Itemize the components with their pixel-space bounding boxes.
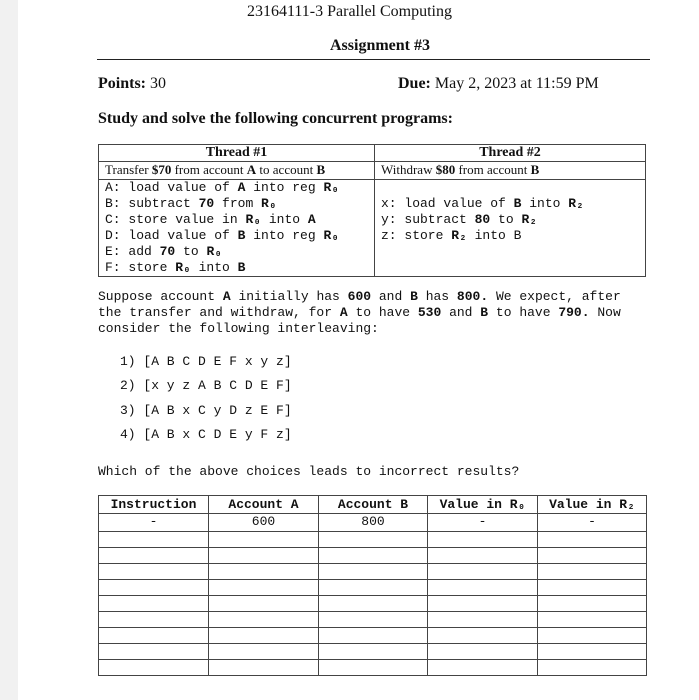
text-run: to [490,212,522,227]
thread1-description [99,162,375,180]
text-run: B: subtract [105,196,199,211]
col-r0: Value in R₀ [428,496,538,514]
table-cell[interactable] [209,660,319,676]
table-cell[interactable] [538,644,647,660]
thread2-description [375,162,646,180]
table-cell: 800 [319,514,428,532]
empty-rows [99,532,647,676]
table-cell[interactable] [99,644,209,660]
table-row [99,580,647,596]
points [98,75,166,93]
table-row [99,596,647,612]
table-row [99,532,647,548]
text-run: 790. [558,305,590,320]
table-cell[interactable] [209,612,319,628]
text-run: into [261,212,308,227]
table-cell[interactable] [319,532,428,548]
table-cell[interactable] [319,596,428,612]
table-cell[interactable] [319,612,428,628]
text-run: into reg [245,180,324,195]
text-run: to [175,244,207,259]
text-run: A [237,180,246,195]
text-run: R₂ [451,228,467,243]
course-title: 23164111-3 Parallel Computing [246,3,452,20]
points-label: Points: [98,75,146,92]
threads-table [98,144,646,277]
text-run: F: store [105,260,176,275]
code-line [105,244,374,260]
text-run: B [237,260,246,275]
text-run: Now consider the following interleaving: [98,305,621,336]
table-cell[interactable] [99,596,209,612]
table-cell[interactable] [538,596,647,612]
option-3: 3) [A B x C y D z E F] [120,402,292,418]
table-cell[interactable] [209,628,319,644]
text-run: R₀ [261,196,277,211]
text-run: 800. [456,289,489,304]
text-run: E: add [105,244,160,259]
text-run: A: load value of [105,180,238,195]
table-cell[interactable] [428,564,538,580]
table-cell[interactable] [538,564,647,580]
code-line [381,228,645,244]
option-2: 2) [x y z A B C D E F] [120,378,292,394]
text-run: A [307,212,316,227]
thread1-title: Thread #1 [99,145,375,162]
text-run: has [417,289,457,304]
table-cell[interactable] [209,532,319,548]
text-run: to have [347,305,418,320]
text-run: D: load value of [105,228,238,243]
text-run: R₀ [323,228,340,243]
text-run: Transfer [105,162,152,177]
table-cell[interactable] [428,660,538,676]
due-value: May 2, 2023 at 11:59 PM [434,75,599,92]
option-4: 4) [A B x C D E y F z] [120,426,292,442]
table-cell[interactable] [99,628,209,644]
text-run: R₀ [245,212,262,227]
code-line [105,228,374,244]
code-line [381,196,645,212]
problem-paragraph [98,289,643,337]
thread1-steps [99,180,375,277]
option-1: 1) [A B C D E F x y z] [120,354,292,369]
text-run: R₀ [323,180,340,195]
trace-table [98,495,647,676]
thread2-steps [375,180,646,277]
text-run: y: subtract [381,212,475,227]
text-run: C: store value in [105,212,246,227]
table-cell[interactable] [99,564,209,580]
table-cell[interactable] [319,644,428,660]
table-cell[interactable] [319,548,428,564]
table-cell: - [99,514,209,532]
text-run: We expect, after the transfer and withdraw, for [98,289,621,320]
table-cell[interactable] [99,532,209,548]
text-run: 70 [159,244,176,259]
table-cell[interactable] [209,596,319,612]
text-run: Withdraw [381,162,436,177]
code-line [105,180,374,196]
table-cell[interactable] [99,548,209,564]
table-cell[interactable] [538,660,647,676]
table-cell[interactable] [538,628,647,644]
text-run: z: store [381,228,452,243]
text-run: A [246,162,257,177]
table-cell[interactable] [319,564,428,580]
code-line [105,260,374,276]
table-row [99,612,647,628]
text-run: to have [488,305,559,320]
question: Which of the above choices leads to incorrect results? [98,464,520,479]
text-run: x: load value of [381,196,514,211]
table-cell[interactable] [209,644,319,660]
table-cell[interactable] [319,580,428,596]
table-cell[interactable] [428,580,538,596]
instructions: Study and solve the following concurrent programs: [98,110,453,127]
text-run: 80 [474,212,491,227]
text-run: and [371,289,411,304]
header-divider [97,59,650,60]
text-run: and [441,305,481,320]
table-cell[interactable] [538,548,647,564]
text-run: B [513,196,522,211]
table-cell[interactable] [428,612,538,628]
table-cell[interactable] [428,628,538,644]
text-run: B [237,228,246,243]
table-cell[interactable] [209,548,319,564]
text-run: R₂ [568,196,584,211]
text-run: into B [466,228,522,243]
code-line [105,212,374,228]
text-run: into [521,196,569,211]
table-row [99,660,647,676]
table-row [99,644,647,660]
text-run: into reg [245,228,324,243]
text-run: A [222,289,231,304]
table-cell[interactable] [99,612,209,628]
text-run: initially has [230,289,348,304]
table-cell[interactable] [99,660,209,676]
text-run: Suppose account [98,289,223,304]
table-cell[interactable] [428,548,538,564]
table-cell[interactable] [538,612,647,628]
text-run: from account [171,162,247,177]
table-cell: 600 [209,514,319,532]
table-row [99,564,647,580]
table-row [99,628,647,644]
text-run: from account [455,162,531,177]
code-line [105,196,374,212]
table-cell: - [428,514,538,532]
assignment-title: Assignment #3 [329,37,430,54]
table-cell[interactable] [319,628,428,644]
due-date [398,75,599,93]
table-cell[interactable] [209,580,319,596]
text-run: 600 [347,289,372,304]
text-run: R₀ [175,260,191,275]
text-run: B [316,162,326,177]
text-run: from [214,196,262,211]
points-value: 30 [150,75,166,92]
text-run: to account [256,162,317,177]
table-row [99,514,647,532]
text-run: A [339,305,348,320]
table-cell[interactable] [428,644,538,660]
page-edge [0,0,18,700]
code-line [381,212,645,228]
interleaving-options [120,354,292,451]
table-cell[interactable] [319,660,428,676]
col-account-b: Account B [319,496,428,514]
text-run: B [410,289,418,304]
thread2-title: Thread #2 [375,145,646,162]
text-run: B [530,162,540,177]
table-cell[interactable] [538,532,647,548]
table-cell[interactable] [209,564,319,580]
table-cell[interactable] [99,580,209,596]
table-row [99,548,647,564]
due-label: Due: [398,75,431,92]
table-cell: - [538,514,647,532]
col-r2: Value in R₂ [538,496,647,514]
text-run: R₀ [206,244,223,259]
text-run: into [190,260,238,275]
text-run: $80 [435,162,456,177]
text-run: $70 [151,162,172,177]
text-run: R₂ [521,212,538,227]
table-cell[interactable] [538,580,647,596]
table-cell[interactable] [428,532,538,548]
table-cell[interactable] [428,596,538,612]
text-run: B [480,305,489,320]
col-instruction: Instruction [99,496,209,514]
col-account-a: Account A [209,496,319,514]
text-run: 530 [417,305,442,320]
text-run: 70 [198,196,215,211]
